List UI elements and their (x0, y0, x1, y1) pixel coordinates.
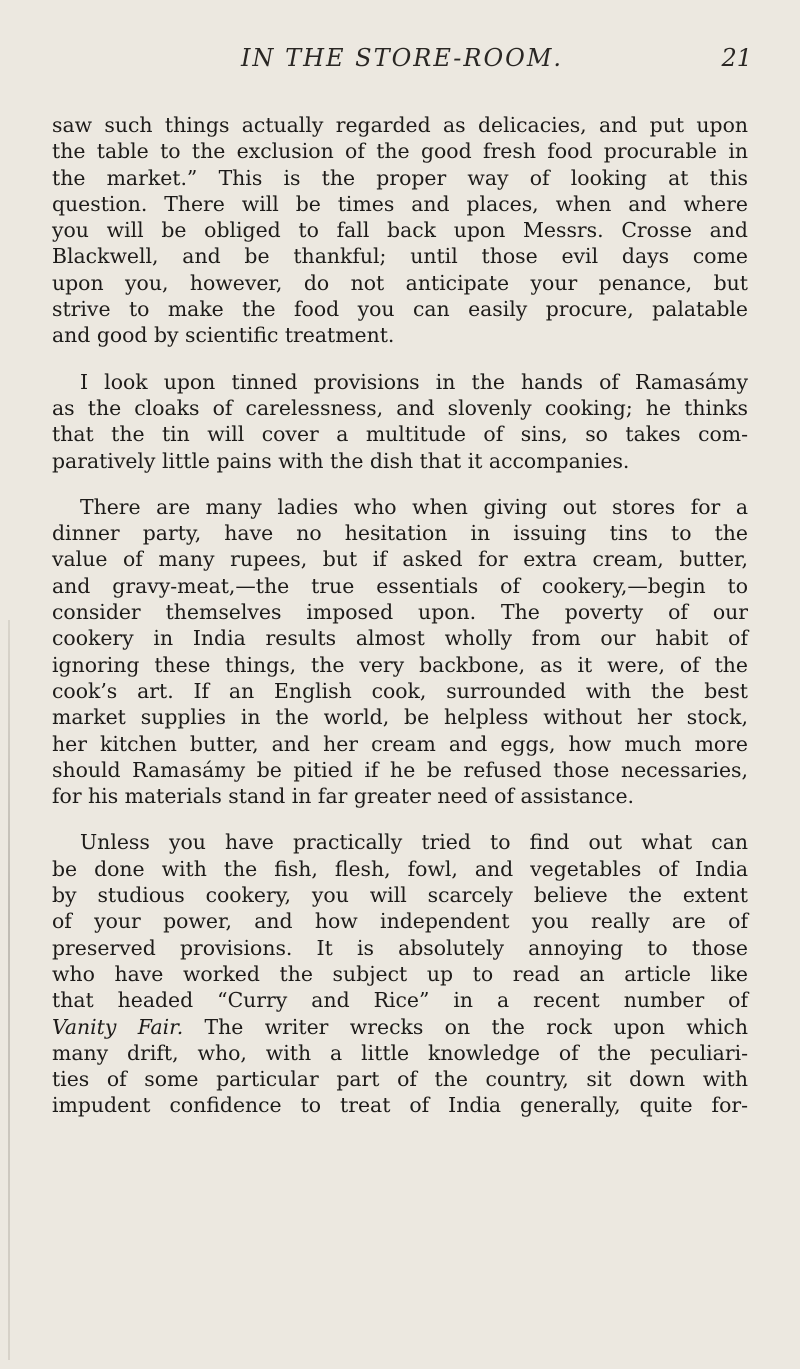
text-line: as the cloaks of carelessness, and slovenly cooking; he thinks (52, 395, 748, 420)
text-line: value of many rupees, but if asked for extra cream, butter, (52, 547, 748, 572)
page-edge-shadow (8, 620, 10, 1360)
paragraph (52, 369, 748, 474)
text-line: you will be obliged to fall back upon Messrs. Crosse and (52, 218, 748, 243)
text-line: for his materials stand in far greater need of assistance. (52, 784, 634, 809)
text-line: ignoring these things, the very backbone, as it were, of the (52, 652, 748, 677)
text-line: should Ramasámy be pitied if he be refused those necessaries, (52, 757, 748, 782)
paragraph (52, 494, 748, 810)
text-line: her kitchen butter, and her cream and eggs, how much more (52, 731, 748, 756)
page-number: 21 (721, 44, 752, 72)
text-line: Unless you have practically tried to find out what can (80, 830, 748, 855)
page-header (52, 44, 752, 84)
running-title: IN THE STORE-ROOM. (240, 44, 564, 72)
text-line: I look upon tinned provisions in the hands of Ramasámy (80, 369, 748, 394)
text-line: Blackwell, and be thankful; until those evil days come (52, 244, 748, 269)
text-line: who have worked the subject up to read an article like (52, 961, 748, 986)
body-text (52, 112, 748, 1139)
text-line: be done with the fish, flesh, fowl, and vegetables of India (52, 856, 748, 881)
text-line: many drift, who, with a little knowledge of the peculiari- (52, 1040, 748, 1065)
text-line: cookery in India results almost wholly from our habit of (52, 626, 748, 651)
text-line: ties of some particular part of the country, sit down with (52, 1067, 748, 1092)
text-line: preserved provisions. It is absolutely annoying to those (52, 935, 748, 960)
text-line: the table to the exclusion of the good fresh food procurable in (52, 139, 748, 164)
text-line: saw such things actually regarded as delicacies, and put upon (52, 113, 748, 137)
paragraph (52, 112, 748, 349)
text-line: and good by scientific treatment. (52, 323, 395, 348)
text-line: consider themselves imposed upon. The poverty of our (52, 600, 748, 625)
text-line: paratively little pains with the dish that it accompanies. (52, 448, 630, 473)
text-line: that the tin will cover a multitude of sins, so takes com- (52, 422, 748, 447)
text-line: There are many ladies who when giving out stores for a (80, 494, 748, 519)
text-line: impudent confidence to treat of India generally, quite for- (52, 1093, 748, 1118)
text-line: cook’s art. If an English cook, surrounded with the best (52, 678, 748, 703)
text-line: by studious cookery, you will scarcely believe the extent (52, 883, 748, 908)
text-line: Vanity Fair. The writer wrecks on the rock upon which (52, 1014, 748, 1039)
text-line: question. There will be times and places, when and where (52, 191, 748, 216)
paragraph (52, 829, 748, 1118)
text-line: the market.” This is the proper way of looking at this (52, 165, 748, 190)
text-line: upon you, however, do not anticipate your penance, but (52, 270, 748, 295)
text-line: strive to make the food you can easily procure, palatable (52, 297, 748, 322)
text-line: of your power, and how independent you really are of (52, 909, 748, 934)
text-line: market supplies in the world, be helpless without her stock, (52, 705, 748, 730)
text-line: dinner party, have no hesitation in issuing tins to the (52, 521, 748, 546)
text-line: and gravy-meat,—the true essentials of cookery,—begin to (52, 573, 748, 598)
text-line: that headed “Curry and Rice” in a recent number of (52, 988, 748, 1013)
